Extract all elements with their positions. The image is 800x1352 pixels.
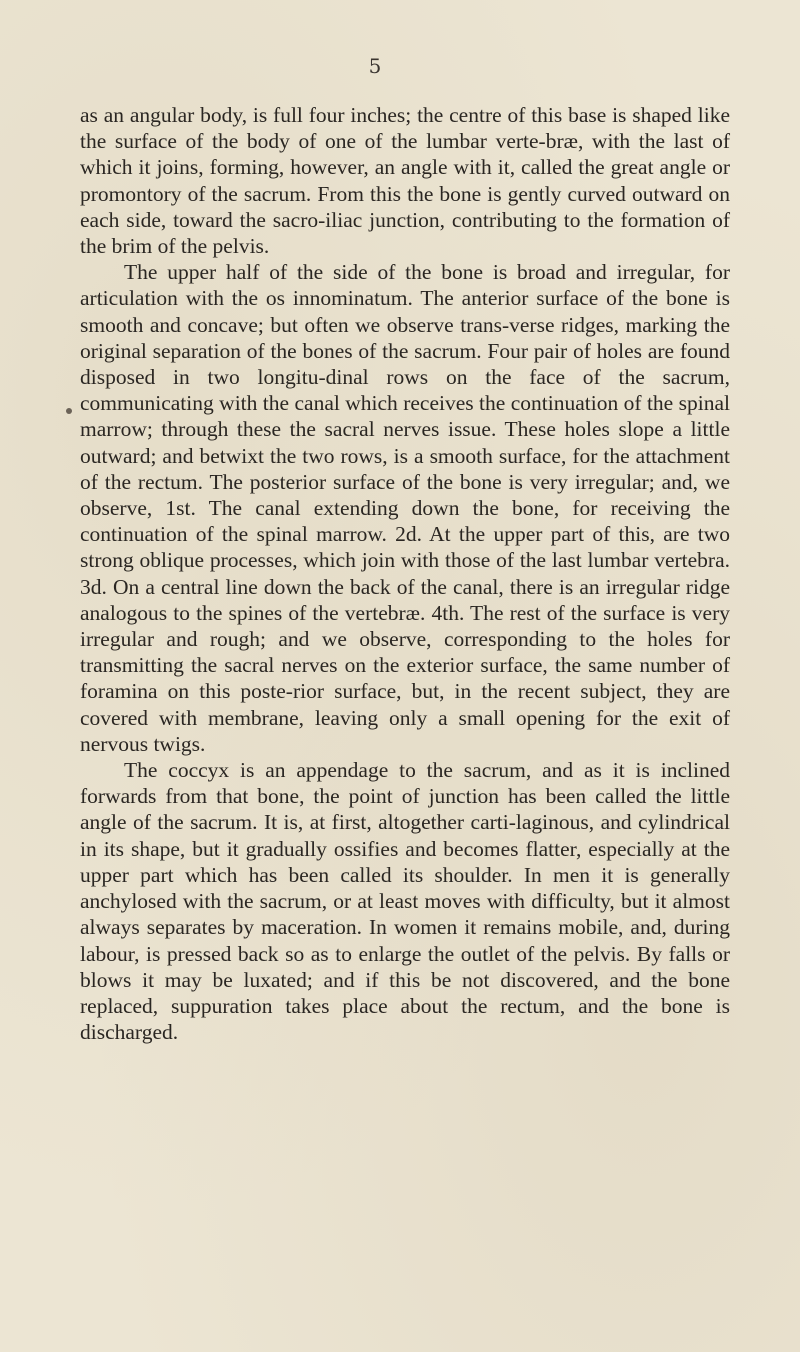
paragraph-sacrum-surfaces: The upper half of the side of the bone is broad and irregular, for articulation with the os innominatum. The anterior surface of the bone is smooth and concave; but often we observe trans-verse ridges, marking the original separation of the bones of the sacrum. Four pair of holes are found disposed in two longitu-dinal rows on the face of the sacrum, communicating with the canal which receives the continuation of the spinal marrow; through these the sacral nerves issue. These holes slope a little outward; and betwixt the two rows, is a smooth surface, for the attachment of the rectum. The posterior surface of the bone is very irregular; and, we observe, 1st. The canal extending down the bone, for receiving the continuation of the spinal marrow. 2d. At the upper part of this, are two strong oblique processes, which join with those of the last lumbar vertebra. 3d. On a central line down the back of the canal, there is an irregular ridge analogous to the spines of the vertebræ. 4th. The rest of the surface is very irregular and rough; and we observe, corresponding to the holes for transmitting the sacral nerves on the exterior surface, the same number of foramina on this poste-rior surface, but, in the recent subject, they are covered with membrane, leaving only a small opening for the exit of nervous twigs. [80,260,730,756]
paragraph-continuation: as an angular body, is full four inches; the centre of this base is shaped like the surface of the body of one of the lumbar verte-bræ, with the last of which it joins, forming, however, an angle with it, called the great angle or promontory of the sacrum. From this the bone is gently curved outward on each side, toward the sacro-iliac junction, contributing to the formation of the brim of the pelvis. [80,103,730,259]
page-number: 5 [368,54,382,78]
ink-speck [66,408,72,414]
body-text [80,102,730,1045]
paragraph-coccyx: The coccyx is an appendage to the sacrum, and as it is inclined forwards from that bone, the point of junction has been called the little angle of the sacrum. It is, at first, altogether carti-laginous, and cylindrical in its shape, but it gradually ossifies and becomes flatter, especially at the upper part which has been called its shoulder. In men it is generally anchylosed with the sacrum, or at least moves with difficulty, but it almost always separates by maceration. In women it remains mobile, and, during labour, is pressed back so as to enlarge the outlet of the pelvis. By falls or blows it may be luxated; and if this be not discovered, and the bone replaced, suppuration takes place about the rectum, and the bone is discharged. [80,758,730,1045]
